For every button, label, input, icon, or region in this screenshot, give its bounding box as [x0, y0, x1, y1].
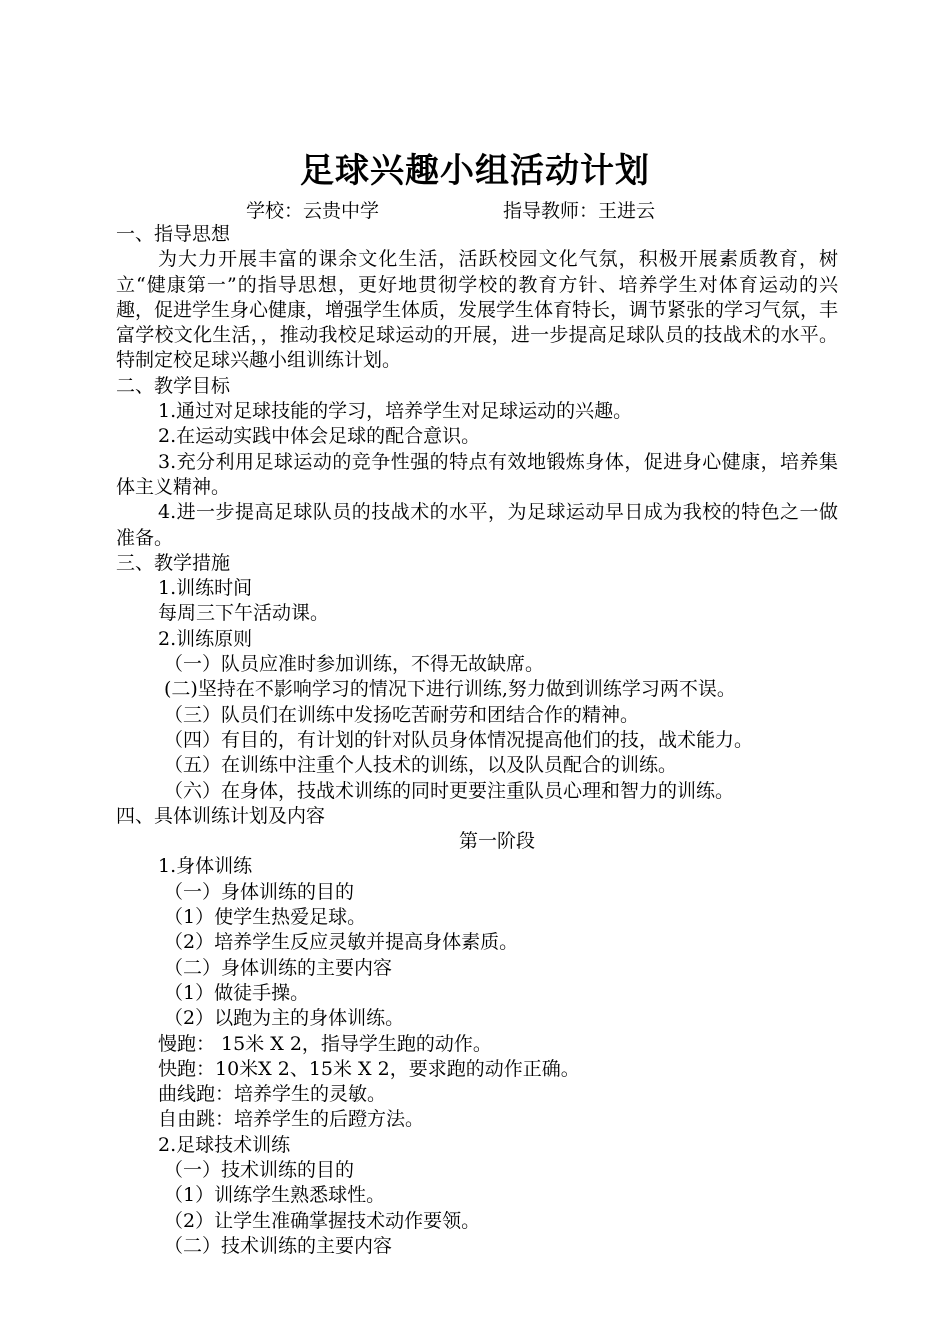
plan-line: （一）身体训练的目的	[164, 880, 355, 903]
principle-item: （三）队员们在训练中发扬吃苦耐劳和团结合作的精神。	[164, 703, 640, 726]
plan-line: 曲线跑：培养学生的灵敏。	[158, 1083, 387, 1106]
plan-line: （一）技术训练的目的	[164, 1158, 355, 1181]
principle-item: （五）在训练中注重个人技术的训练，以及队员配合的训练。	[164, 754, 678, 777]
stage-heading: 第一阶段	[458, 830, 535, 853]
section-heading-guiding-thought: 一、指导思想	[116, 223, 231, 245]
principle-item: （一）队员应准时参加训练，不得无故缺席。	[164, 653, 545, 676]
goal-item: 2.在运动实践中体会足球的配合意识。	[158, 425, 481, 448]
principle-item: （四）有目的，有计划的针对队员身体情况提高他们的技，战术能力。	[164, 728, 754, 751]
training-time-label: 1.训练时间	[158, 577, 253, 600]
guiding-thought-paragraph: 为大力开展丰富的课余文化生活，活跃校园文化气氛，积极开展素质教育，树立“健康第一”的指导思想，更好地贯彻学校的教育方针、培养学生对体育运动的兴趣，促进学生身心健康，增强学生体质，发展学生体育特长，调节紧张的学习气氛，丰富学校文化生活，，推动我校足球运动的开展，进一步提高足球队员的技战术的水平。特制定校足球兴趣小组训练计划。	[116, 248, 839, 372]
document-body	[116, 222, 838, 1259]
plan-line: （1）使学生热爱足球。	[164, 906, 367, 929]
goal-item: 1.通过对足球技能的学习，培养学生对足球运动的兴趣。	[158, 400, 633, 423]
plan-line: （2）以跑为主的身体训练。	[164, 1007, 405, 1030]
training-time-value: 每周三下午活动课。	[158, 602, 330, 625]
plan-line: 1.身体训练	[158, 855, 253, 878]
teacher-name: 指导教师：王进云	[503, 200, 656, 222]
plan-line: （二）技术训练的主要内容	[164, 1234, 393, 1257]
plan-line: （2）让学生准确掌握技术动作要领。	[164, 1209, 481, 1232]
goal-item: 3.充分利用足球运动的竞争性强的特点有效地锻炼身体，促进身心健康，培养集体主义精神。	[116, 450, 838, 498]
plan-line: （1）做徒手操。	[164, 981, 310, 1004]
principle-item: （六）在身体，技战术训练的同时更要注重队员心理和智力的训练。	[164, 779, 735, 802]
document-meta	[0, 197, 950, 225]
plan-line: （1）训练学生熟悉球性。	[164, 1184, 386, 1207]
principle-item: (二)坚持在不影响学习的情况下进行训练,努力做到训练学习两不误。	[164, 678, 736, 701]
document-title: 足球兴趣小组活动计划	[300, 151, 650, 191]
school-name: 学校：云贵中学	[246, 200, 380, 222]
plan-line: 快跑：10米X 2、15米 X 2，要求跑的动作正确。	[158, 1057, 580, 1080]
goal-item: 4.进一步提高足球队员的技战术的水平，为足球运动早日成为我校的特色之一做准备。	[116, 501, 838, 549]
section-heading-teaching-goals: 二、教学目标	[116, 374, 231, 397]
plan-line: （2）培养学生反应灵敏并提高身体素质。	[164, 931, 519, 954]
plan-line: 慢跑： 15米 X 2，指导学生跑的动作。	[158, 1032, 492, 1055]
plan-line: 自由跳：培养学生的后蹬方法。	[158, 1108, 425, 1131]
section-heading-training-plan: 四、具体训练计划及内容	[116, 804, 326, 827]
training-principle-label: 2.训练原则	[158, 627, 253, 650]
section-heading-teaching-measures: 三、教学措施	[116, 551, 231, 574]
plan-line: （二）身体训练的主要内容	[164, 956, 393, 979]
plan-line: 2.足球技术训练	[158, 1133, 291, 1156]
